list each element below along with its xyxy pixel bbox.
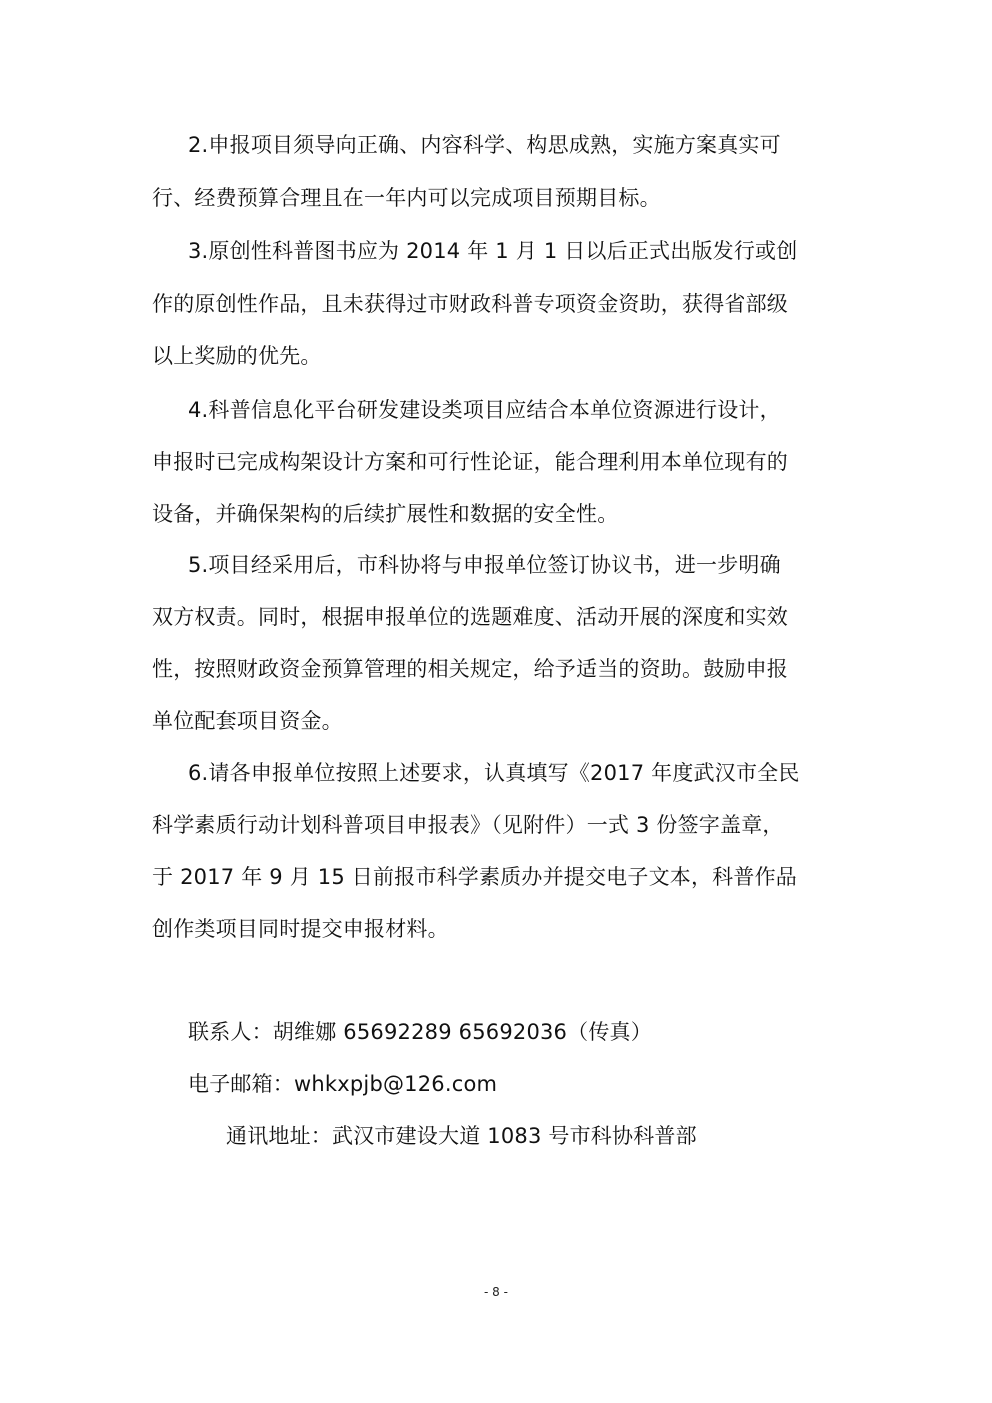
paragraph-line: 于 2017 年 9 月 15 日前报市科学素质办并提交电子文本，科普作品: [152, 865, 797, 889]
paragraph-line: 设备，并确保架构的后续扩展性和数据的安全性。: [152, 502, 619, 526]
paragraph-line: 3.原创性科普图书应为 2014 年 1 月 1 日以后正式出版发行或创: [188, 239, 798, 263]
page-number: - 8 -: [484, 1285, 508, 1299]
paragraph-line: 单位配套项目资金。: [152, 709, 343, 733]
contact-person: 联系人：胡维娜 65692289 65692036（传真）: [188, 1020, 652, 1044]
contact-address: 通讯地址：武汉市建设大道 1083 号市科协科普部: [226, 1124, 697, 1148]
paragraph-line: 以上奖励的优先。: [152, 344, 322, 368]
paragraph-line: 申报时已完成构架设计方案和可行性论证，能合理利用本单位现有的: [152, 450, 788, 474]
paragraph-line: 作的原创性作品，且未获得过市财政科普专项资金资助，获得省部级: [152, 292, 788, 316]
paragraph-line: 科学素质行动计划科普项目申报表》（见附件）一式 3 份签字盖章，: [152, 813, 784, 837]
paragraph-line: 6.请各申报单位按照上述要求，认真填写《2017 年度武汉市全民: [188, 761, 800, 785]
contact-email: 电子邮箱：whkxpjb@126.com: [188, 1072, 498, 1096]
paragraph-line: 行、经费预算合理且在一年内可以完成项目预期目标。: [152, 186, 661, 210]
paragraph-line: 双方权责。同时，根据申报单位的选题难度、活动开展的深度和实效: [152, 605, 788, 629]
paragraph-line: 2.申报项目须导向正确、内容科学、构思成熟，实施方案真实可: [188, 133, 781, 157]
paragraph-line: 4.科普信息化平台研发建设类项目应结合本单位资源进行设计，: [188, 398, 781, 422]
paragraph-line: 5.项目经采用后，市科协将与申报单位签订协议书，进一步明确: [188, 553, 781, 577]
paragraph-line: 创作类项目同时提交申报材料。: [152, 917, 449, 941]
paragraph-line: 性，按照财政资金预算管理的相关规定，给予适当的资助。鼓励申报: [152, 657, 788, 681]
